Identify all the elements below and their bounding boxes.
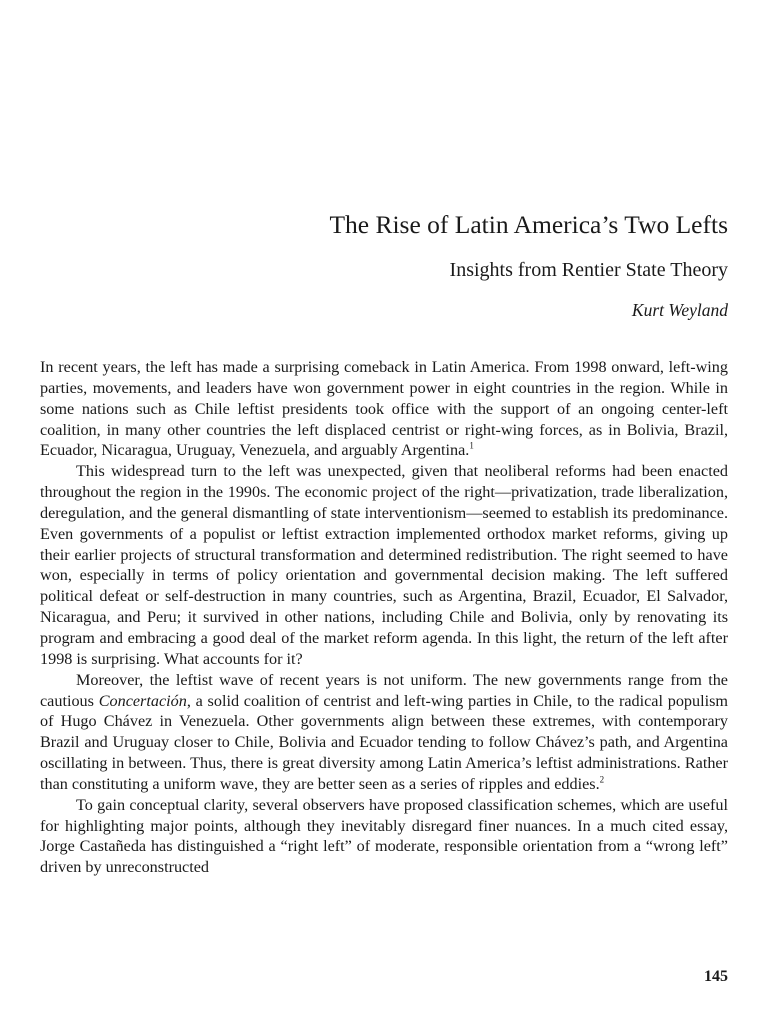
body-paragraph-4 [40,795,728,878]
body-paragraph-3 [40,670,728,795]
italic-term-concertacion: Concertación [98,691,187,710]
body-paragraph-1 [40,357,728,461]
article-body [40,357,728,878]
paragraph-text: Moreover, the leftist wave of recent years is not uniform. The new governments range from the cautious [40,670,728,710]
paragraph-text: In recent years, the left has made a surprising comeback in Latin America. From 1998 onward, left-wing parties, movements, and leaders have won government power in eight countries in the region. While in some nations such as Chile leftist presidents took office with the support of an ongoing center-left coalition, in many other countries the left displaced centrist or right-wing forces, as in Bolivia, Brazil, Ecuador, Nicaragua, Uruguay, Venezuela, and arguably Argentina. [40,358,728,460]
footnote-marker-2[interactable]: 2 [599,774,605,785]
article-page [40,0,728,1024]
paragraph-text: To gain conceptual clarity, several observers have proposed classification schemes, which are useful for highlighting major points, although they inevitably disregard finer nuances. In a much cited essay, Jorge Castañeda has distinguished a “right left” of moderate, responsible orientation from a “wrong left” driven by unreconstructed [40,795,728,877]
article-subtitle: Insights from Rentier State Theory [449,259,728,281]
footnote-marker-1[interactable]: 1 [469,440,474,451]
body-paragraph-2 [40,461,728,669]
paragraph-text: This widespread turn to the left was unexpected, given that neoliberal reforms had been enacted throughout the region in the 1990s. The economic project of the right—privatization, trade liberalization, deregulation, and the general dismantling of state interventionism—seemed to establish its predominance. Even governments of a populist or leftist extraction implemented orthodox market reforms, giving up their earlier projects of structural transformation and determined redistribution. The right seemed to have won, especially in terms of policy orientation and governmental decision making. The left suffered political defeat or self-destruction in many countries, such as Argentina, Brazil, Ecuador, El Salvador, Nicaragua, and Peru; it survived in other nations, including Chile and Bolivia, only by renovating its program and embracing a good deal of the market reform agenda. In this light, the return of the left after 1998 is surprising. What accounts for it? [40,462,728,668]
page-number: 145 [704,968,728,985]
article-author: Kurt Weyland [631,300,728,320]
paragraph-text: , a solid coalition of centrist and left-wing parties in Chile, to the radical populism of Hugo Chávez in Venezuela. Other governments align between these extremes, with contemporary Brazil and Uruguay closer to Chile, Bolivia and Ecuador tending to follow Chávez’s path, and Argentina oscillating in between. Thus, there is great diversity among Latin America’s leftist administrations. Rather than constituting a uniform wave, they are better seen as a series of ripples and eddies. [40,691,728,793]
article-title: The Rise of Latin America’s Two Lefts [329,210,728,239]
